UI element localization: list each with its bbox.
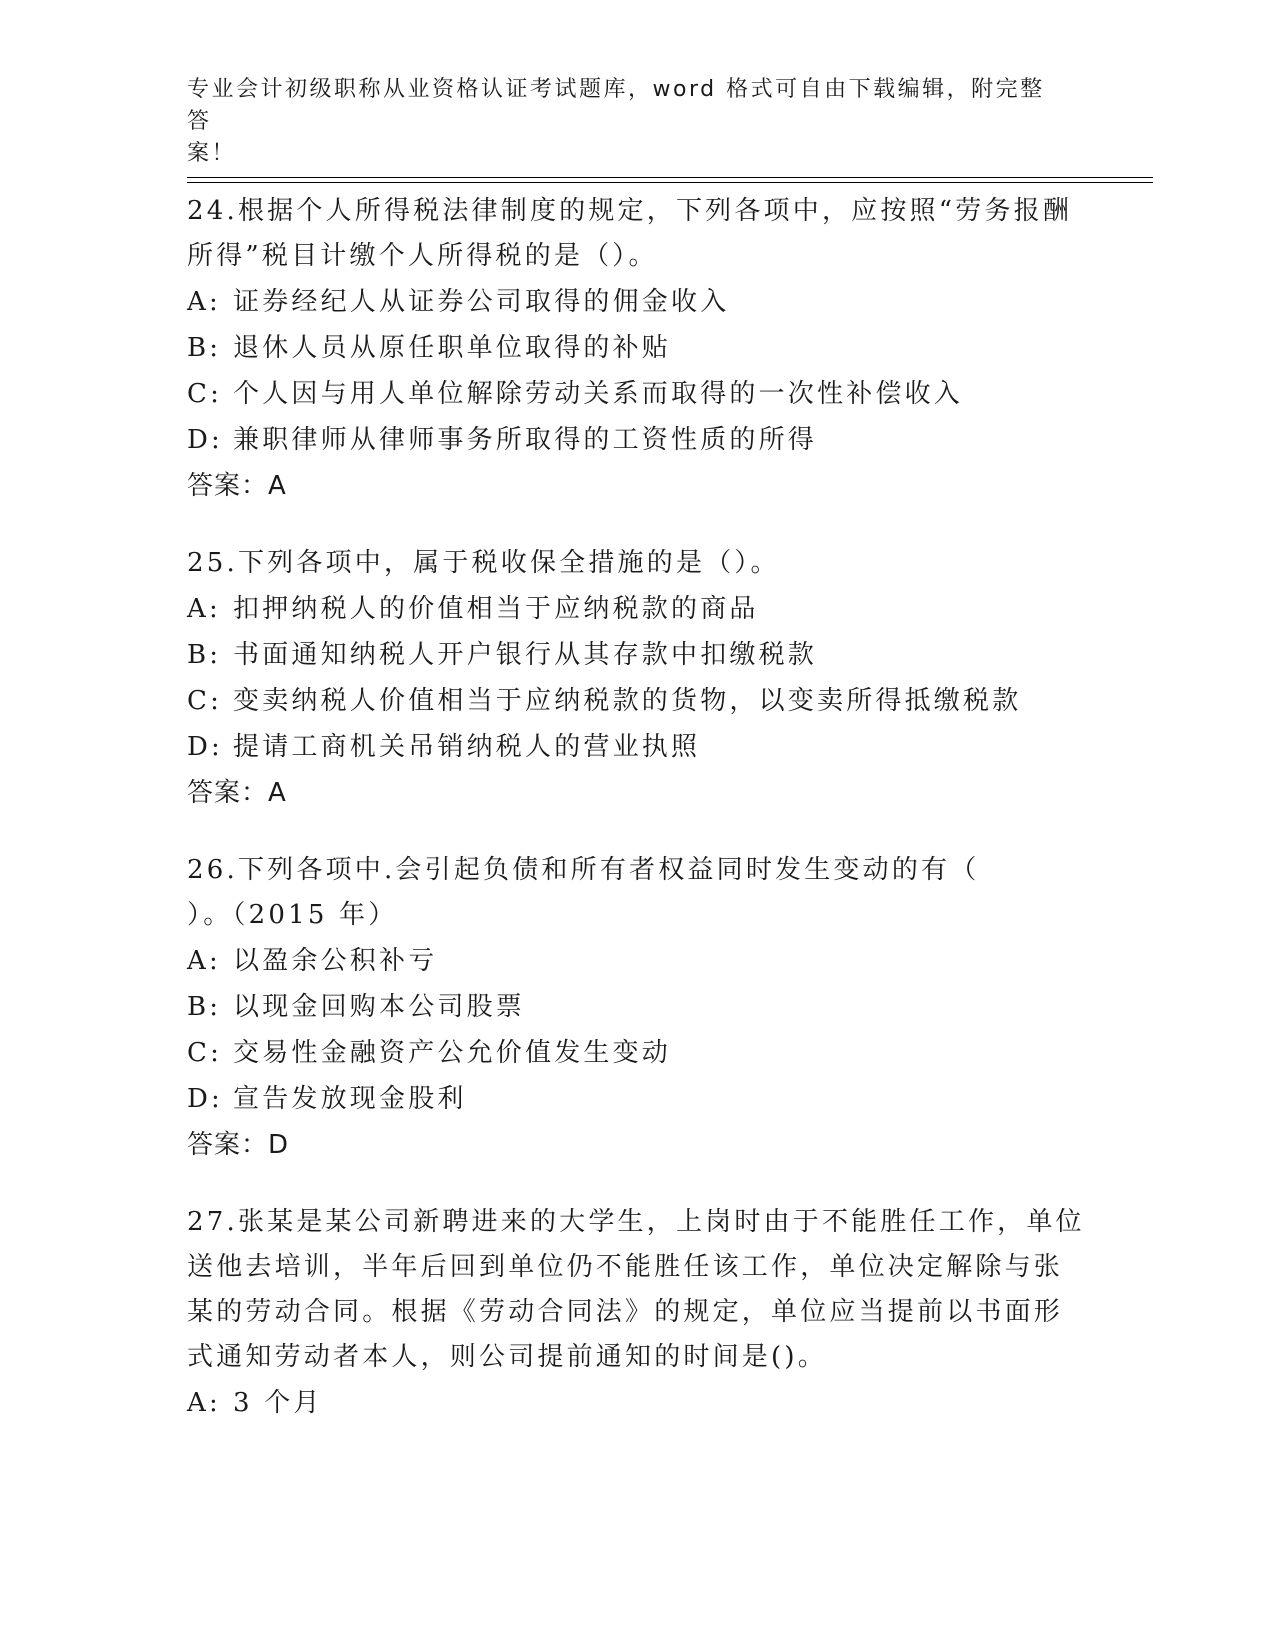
option-text: 扣押纳税人的价值相当于应纳税款的商品 — [233, 594, 759, 624]
option-text: 兼职律师从律师事务所取得的工资性质的所得 — [233, 425, 818, 455]
option-letter: C: — [187, 1038, 223, 1068]
option-c — [187, 678, 1087, 724]
option-d — [187, 724, 1087, 770]
option-letter: A: — [187, 287, 221, 317]
option-text: 宣告发放现金股利 — [233, 1084, 467, 1114]
option-text: 证券经纪人从证券公司取得的佣金收入 — [233, 287, 730, 317]
question-stem-line: 24.根据个人所得税法律制度的规定，下列各项中，应按照“劳务报酬 — [187, 196, 1073, 226]
option-text: 提请工商机关吊销纳税人的营业执照 — [233, 732, 701, 762]
option-a — [187, 938, 1087, 984]
option-b — [187, 984, 1087, 1030]
option-a — [187, 1380, 1087, 1426]
question-27 — [187, 1200, 1087, 1426]
option-c — [187, 1030, 1087, 1076]
option-d — [187, 417, 1087, 463]
option-letter: D: — [187, 425, 224, 455]
question-stem-line: 27.张某是某公司新聘进来的大学生，上岗时由于不能胜任工作，单位 — [187, 1207, 1085, 1237]
question-stem-line: 所得”税目计缴个人所得税的是（）。 — [187, 241, 658, 271]
option-text: 3 个月 — [233, 1388, 323, 1418]
option-a — [187, 586, 1087, 632]
option-letter: A: — [187, 1388, 221, 1418]
answer-line: 答案：A — [187, 778, 287, 808]
option-letter: B: — [187, 992, 222, 1022]
option-d — [187, 1076, 1087, 1122]
question-stem-line: 25.下列各项中，属于税收保全措施的是（）。 — [187, 548, 780, 578]
question-stem-line: ）。（2015 年） — [187, 900, 398, 930]
header-line-2: 案！ — [187, 141, 237, 166]
option-c — [187, 371, 1087, 417]
option-letter: C: — [187, 379, 223, 409]
header-line-1: 专业会计初级职称从业资格认证考试题库，word 格式可自由下载编辑，附完整答 — [187, 77, 1045, 134]
option-text: 交易性金融资产公允价值发生变动 — [233, 1038, 672, 1068]
option-text: 以现金回购本公司股票 — [233, 992, 526, 1022]
option-letter: B: — [187, 333, 222, 363]
question-25 — [187, 541, 1087, 816]
option-letter: C: — [187, 686, 223, 716]
option-b — [187, 325, 1087, 371]
answer-line: 答案：A — [187, 471, 287, 501]
question-list — [187, 189, 1087, 1458]
question-stem-line: 某的劳动合同。根据《劳动合同法》的规定，单位应当提前以书面形 — [187, 1297, 1064, 1327]
option-b — [187, 632, 1087, 678]
option-text: 变卖纳税人价值相当于应纳税款的货物，以变卖所得抵缴税款 — [233, 686, 1022, 716]
option-letter: A: — [187, 946, 221, 976]
page-header — [187, 74, 1067, 170]
option-letter: A: — [187, 594, 221, 624]
question-stem-line: 26.下列各项中.会引起负债和所有者权益同时发生变动的有（ — [187, 855, 980, 885]
option-text: 书面通知纳税人开户银行从其存款中扣缴税款 — [233, 640, 818, 670]
option-text: 退休人员从原任职单位取得的补贴 — [233, 333, 672, 363]
question-stem-line: 式通知劳动者本人，则公司提前通知的时间是()。 — [187, 1342, 827, 1372]
option-a — [187, 279, 1087, 325]
question-26 — [187, 848, 1087, 1168]
option-letter: B: — [187, 640, 222, 670]
header-divider-top — [187, 177, 1153, 178]
option-text: 个人因与用人单位解除劳动关系而取得的一次性补偿收入 — [233, 379, 964, 409]
answer-line: 答案：D — [187, 1130, 290, 1160]
option-letter: D: — [187, 1084, 224, 1114]
option-letter: D: — [187, 732, 224, 762]
question-24 — [187, 189, 1087, 509]
question-stem-line: 送他去培训，半年后回到单位仍不能胜任该工作，单位决定解除与张 — [187, 1252, 1064, 1282]
header-divider-bottom — [187, 182, 1153, 183]
option-text: 以盈余公积补亏 — [233, 946, 438, 976]
